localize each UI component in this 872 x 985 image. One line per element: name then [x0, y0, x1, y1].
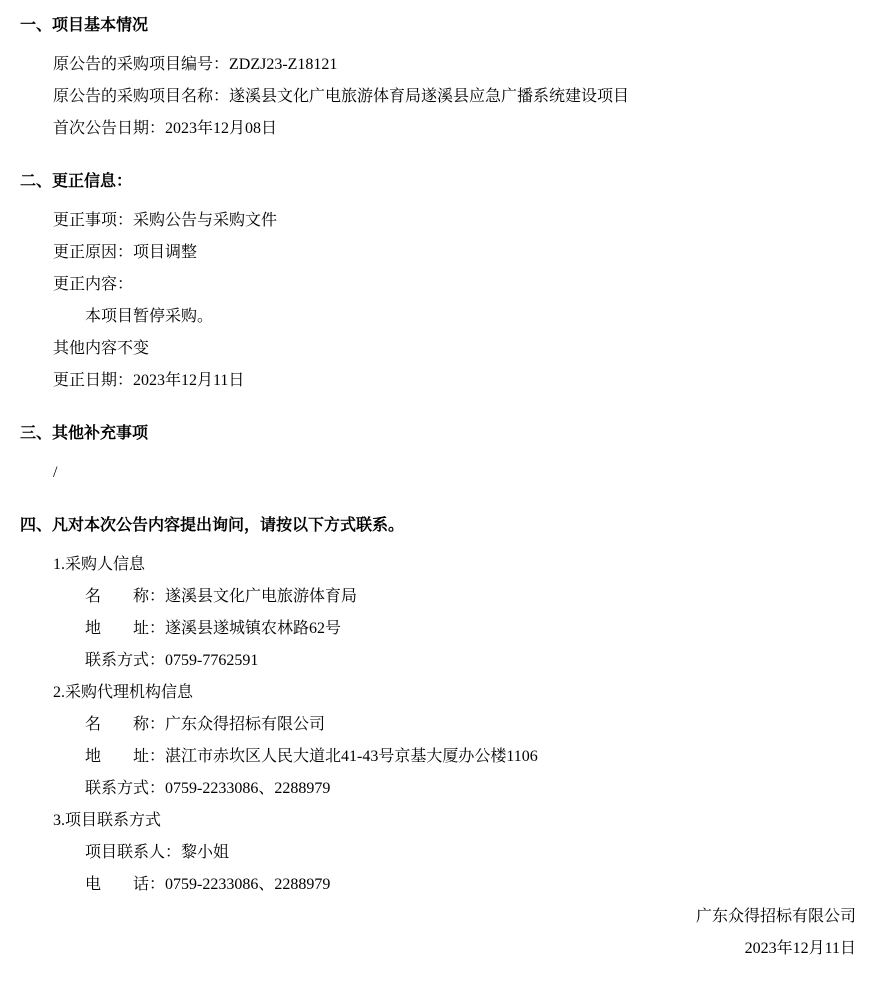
correction-item: 更正事项：采购公告与采购文件: [53, 212, 278, 229]
other-content-unchanged: 其他内容不变: [53, 340, 150, 357]
original-project-name: 原公告的采购项目名称：遂溪县文化广电旅游体育局遂溪县应急广播系统建设项目: [53, 88, 630, 105]
agency-contact: 联系方式：0759-2233086、2288979: [85, 780, 331, 797]
first-announcement-date: 首次公告日期：2023年12月08日: [53, 120, 278, 137]
correction-reason: 更正原因：项目调整: [53, 244, 198, 261]
signature-company: 广东众得招标有限公司: [695, 908, 856, 925]
section-supplementary: [20, 418, 856, 489]
project-contact-title: 3.项目联系方式: [53, 812, 162, 829]
section4-heading: 四、凡对本次公告内容提出询问，请按以下方式联系。: [20, 517, 405, 534]
section-contact-methods: [20, 510, 856, 901]
agency-name: 名 称：广东众得招标有限公司: [85, 716, 326, 733]
section2-heading: 二、更正信息：: [20, 173, 133, 190]
agency-address: 地 址：湛江市赤坎区人民大道北41-43号京基大厦办公楼1106: [85, 748, 538, 765]
correction-content-detail: 本项目暂停采购。: [85, 308, 214, 325]
correction-content-label: 更正内容：: [53, 276, 134, 293]
purchaser-title: 1.采购人信息: [53, 556, 146, 573]
original-project-number: 原公告的采购项目编号：ZDZJ23-Z18121: [53, 56, 338, 73]
purchaser-address: 地 址：遂溪县遂城镇农林路62号: [85, 620, 342, 637]
correction-date: 更正日期：2023年12月11日: [53, 372, 245, 389]
agency-title: 2.采购代理机构信息: [53, 684, 194, 701]
signature-block: [20, 901, 856, 965]
section1-heading: 一、项目基本情况: [20, 17, 149, 34]
project-contact-phone: 电 话：0759-2233086、2288979: [85, 876, 331, 893]
supplementary-content: /: [53, 464, 58, 481]
purchaser-contact: 联系方式：0759-7762591: [85, 652, 259, 669]
section-basic-info: [20, 10, 856, 145]
purchaser-name: 名 称：遂溪县文化广电旅游体育局: [85, 588, 358, 605]
section-correction-info: [20, 166, 856, 397]
signature-date: 2023年12月11日: [744, 940, 856, 957]
project-contact-person: 项目联系人：黎小姐: [85, 844, 230, 861]
section3-heading: 三、其他补充事项: [20, 425, 149, 442]
